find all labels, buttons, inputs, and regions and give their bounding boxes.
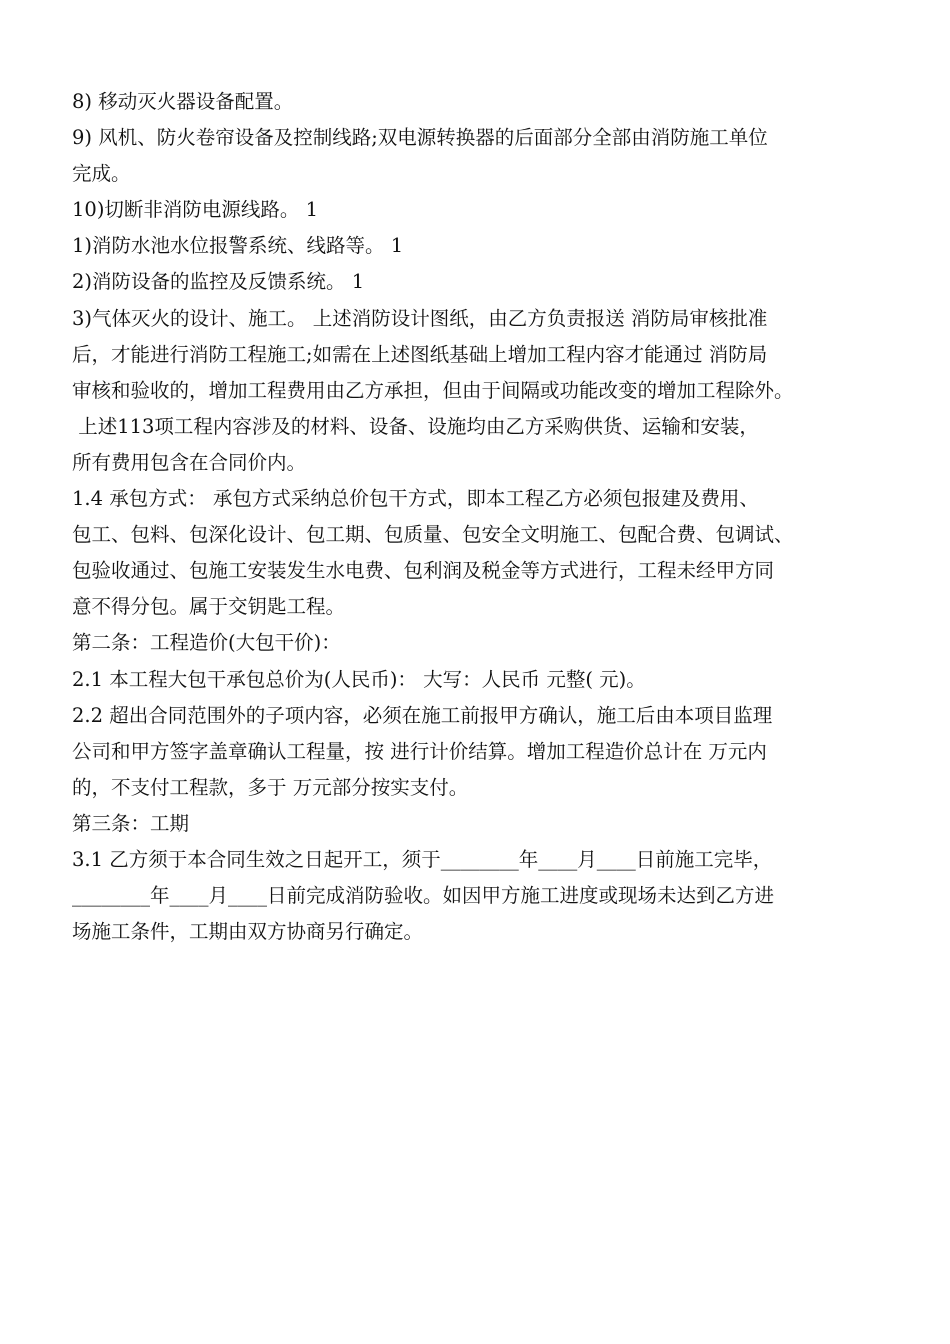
text-line: 审核和验收的，增加工程费用由乙方承担，但由于间隔或功能改变的增加工程除外。 [72,378,794,402]
section-heading: 第二条：工程造价(大包干价)： [72,631,341,655]
text-line: 的，不支付工程款，多于 万元部分按实支付。 [72,775,469,799]
text-line: 1.4 承包方式： 承包方式采纳总价包干方式，即本工程乙方必须包报建及费用、 [72,487,759,511]
text-line: 上述113项工程内容涉及的材料、设备、设施均由乙方采购供货、运输和安装， [72,414,759,438]
text-line: 后，才能进行消防工程施工;如需在上述图纸基础上增加工程内容才能通过 消防局 [72,342,768,366]
text-line: 公司和甲方签字盖章确认工程量，按 进行计价结算。增加工程造价总计在 万元内 [72,739,767,763]
text-line: 包验收通过、包施工安装发生水电费、包利润及税金等方式进行，工程未经甲方同 [72,559,775,583]
text-line: 场施工条件，工期由双方协商另行确定。 [72,920,424,944]
text-line: 2.2 超出合同范围外的子项内容，必须在施工前报甲方确认，施工后由本项目监理 [72,703,773,727]
text-line: 3)气体灭火的设计、施工。 上述消防设计图纸，由乙方负责报送 消防局审核批准 [72,306,768,330]
text-line: 3.1 乙方须于本合同生效之日起开工，须于________年____月____日前施工完毕， [72,847,773,871]
text-line: 1)消防水池水位报警系统、线路等。 1 [72,234,404,258]
text-line: 10)切断非消防电源线路。 1 [72,198,319,222]
text-line: ________年____月____日前完成消防验收。如因甲方施工进度或现场未达到乙方进 [72,884,775,908]
text-line: 意不得分包。属于交钥匙工程。 [72,595,346,619]
text-line: 2)消防设备的监控及反馈系统。 1 [72,270,365,294]
text-line: 9) 风机、防火卷帘设备及控制线路;双电源转换器的后面部分全部由消防施工单位 [72,126,768,150]
text-line: 2.1 本工程大包干承包总价为(人民币)： 大写：人民币 元整( 元)。 [72,667,646,691]
text-line: 所有费用包含在合同价内。 [72,450,307,474]
text-line: 8) 移动灭火器设备配置。 [72,90,294,113]
text-line: 完成。 [72,162,131,186]
text-line: 包工、包料、包深化设计、包工期、包质量、包安全文明施工、包配合费、包调试、 [72,523,794,547]
section-heading: 第三条：工期 [72,811,190,835]
document-page [72,84,892,950]
